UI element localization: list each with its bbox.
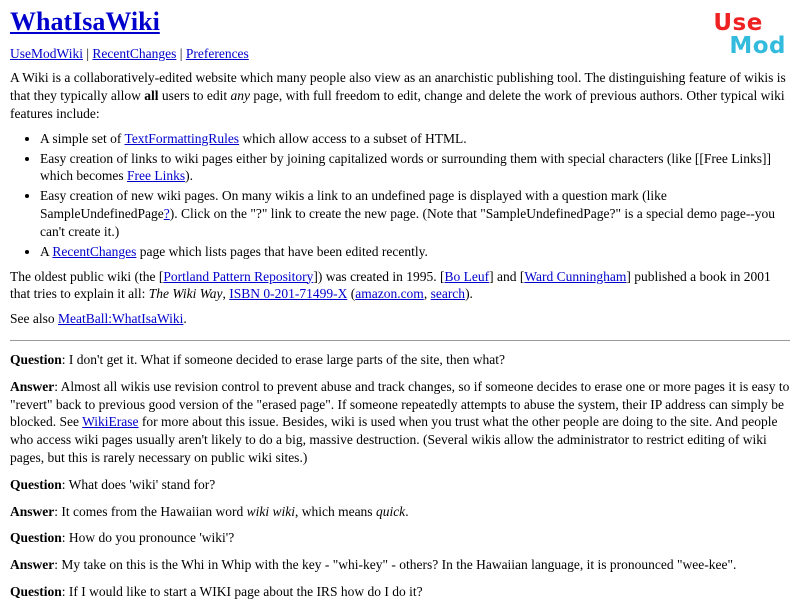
intro-text-a: A Wiki is a collaboratively-edited website which many people also view as an anarchistic publishing tool. The distinguishing feature of wikis is that they typically allow [10, 70, 786, 104]
feature-1-pre: Easy creation of links to wiki pages either by joining capitalized words or surrounding them with special characters (like [[Free Links]] which becomes [40, 150, 772, 184]
see-also-paragraph [10, 310, 790, 328]
answer-2-italic-quick: quick [375, 503, 406, 519]
answer-2-italic-wikiwiki: wiki wiki [246, 503, 295, 519]
feature-1-post: ). [185, 168, 193, 184]
history-text-d: ] published a book in 2001 that tries to explain it all: [10, 268, 771, 302]
answer-2-label: Answer [10, 503, 55, 519]
feature-2-pre: Easy creation of new wiki pages. On many wikis a link to an undefined page is displayed with a question mark (like SampleUndefinedPage [40, 188, 667, 222]
see-also-pre: See also [10, 311, 58, 327]
answer-2-post: . [405, 503, 409, 519]
nav-link-recentchanges[interactable]: RecentChanges [92, 45, 177, 61]
book-title: The Wiki Way [148, 286, 223, 302]
history-text-h: ). [465, 286, 473, 302]
list-item [40, 187, 790, 240]
divider [10, 340, 790, 341]
link-textformattingrules[interactable]: TextFormattingRules [124, 130, 240, 146]
feature-2-post: ). Click on the "?" link to create the new page. (Note that "SampleUndefinedPage?" is a special demo page--you can't create it.) [40, 206, 776, 239]
answer-2-pre: : It comes from the Hawaiian word [54, 503, 247, 519]
question-2-label: Question [10, 476, 62, 492]
answer-2-mid: , which means [294, 503, 376, 519]
answer-3 [10, 556, 790, 574]
history-text-c: ] and [ [489, 268, 525, 284]
intro-emphasis-any: any [230, 88, 250, 104]
page-title: WhatIsaWiki [10, 7, 160, 36]
question-3-label: Question [10, 530, 62, 546]
question-2-text: : What does 'wiki' stand for? [61, 476, 216, 492]
link-meatball-whatisawiki[interactable]: MeatBall:WhatIsaWiki [58, 311, 184, 327]
history-text-f: ( [347, 286, 356, 302]
nav-separator-1: | [86, 45, 90, 61]
question-1-text: : I don't get it. What if someone decided to erase large parts of the site, then what? [61, 351, 505, 367]
question-2 [10, 476, 790, 494]
intro-paragraph [10, 69, 790, 122]
logo-line-mod: Mod [729, 33, 786, 59]
logo-line-use: Use [713, 10, 763, 36]
link-ward-cunningham[interactable]: Ward Cunningham [524, 268, 627, 284]
question-3 [10, 529, 790, 547]
answer-1-pre: : Almost all wikis use revision control to prevent abuse and track changes, so if someone decides to erase one or more pages it is easy to "revert" back to previous good version of the "erased page". If someone repeatedly attempts to abuse the system, their IP address can simply be blocked. See [10, 378, 790, 430]
nav-separator-2: | [179, 45, 183, 61]
list-item [40, 150, 790, 186]
intro-text-c: page, with full freedom to edit, change and delete the work of previous authors. Other typical wiki features include: [10, 88, 785, 122]
history-text-b: ]) was created in 1995. [ [313, 268, 445, 284]
question-4 [10, 583, 790, 601]
nav-link-preferences[interactable]: Preferences [185, 45, 249, 61]
link-search[interactable]: search [430, 286, 466, 302]
answer-1 [10, 378, 790, 467]
usemod-logo [713, 12, 786, 58]
link-portland-pattern-repository[interactable]: Portland Pattern Repository [163, 268, 314, 284]
link-sampleundefinedpage-question[interactable]: ? [163, 206, 170, 222]
nav-link-usemodwiki[interactable]: UseModWiki [10, 45, 83, 61]
feature-0-pre: A simple set of [40, 130, 125, 146]
feature-0-post: which allow access to a subset of HTML. [239, 130, 467, 146]
question-1 [10, 351, 790, 369]
link-recentchanges[interactable]: RecentChanges [52, 243, 137, 259]
link-free-links[interactable]: Free Links [126, 168, 186, 184]
intro-text-b: users to edit [158, 88, 231, 104]
answer-1-label: Answer [10, 378, 55, 394]
answer-2 [10, 503, 790, 521]
answer-3-label: Answer [10, 557, 55, 573]
features-list [10, 130, 790, 261]
link-bo-leuf[interactable]: Bo Leuf [444, 268, 490, 284]
see-also-post: . [183, 311, 187, 327]
link-isbn[interactable]: ISBN 0-201-71499-X [229, 286, 348, 302]
feature-3-post: page which lists pages that have been edited recently. [136, 243, 428, 259]
history-text-g: , [423, 286, 431, 302]
history-text-a: The oldest public wiki (the [ [10, 268, 164, 284]
answer-1-post: for more about this issue. Besides, wiki is used when you trust what the other people are doing to the site. And people who access wiki pages usually aren't likely to do a big, massive destruction. (Several wikis allow the administrator to restrict editing of wiki pages, but this is rarely necessary on public wiki sites.) [10, 414, 778, 466]
intro-emphasis-all: all [144, 88, 159, 104]
list-item [40, 243, 790, 261]
question-4-label: Question [10, 584, 62, 600]
navbar [10, 45, 790, 63]
history-text-e: , [222, 286, 230, 302]
history-paragraph [10, 268, 790, 304]
question-3-text: : How do you pronounce 'wiki'? [61, 530, 235, 546]
question-4-text: : If I would like to start a WIKI page about the IRS how do I do it? [61, 584, 423, 600]
question-1-label: Question [10, 351, 62, 367]
link-wikierase[interactable]: WikiErase [82, 414, 139, 430]
answer-3-text: : My take on this is the Whi in Whip with the key - "whi-key" - others? In the Hawaiian language, it is pronounced "wee-kee". [54, 557, 737, 573]
feature-3-pre: A [40, 243, 53, 259]
link-amazon[interactable]: amazon.com [355, 286, 424, 302]
list-item [40, 130, 790, 148]
